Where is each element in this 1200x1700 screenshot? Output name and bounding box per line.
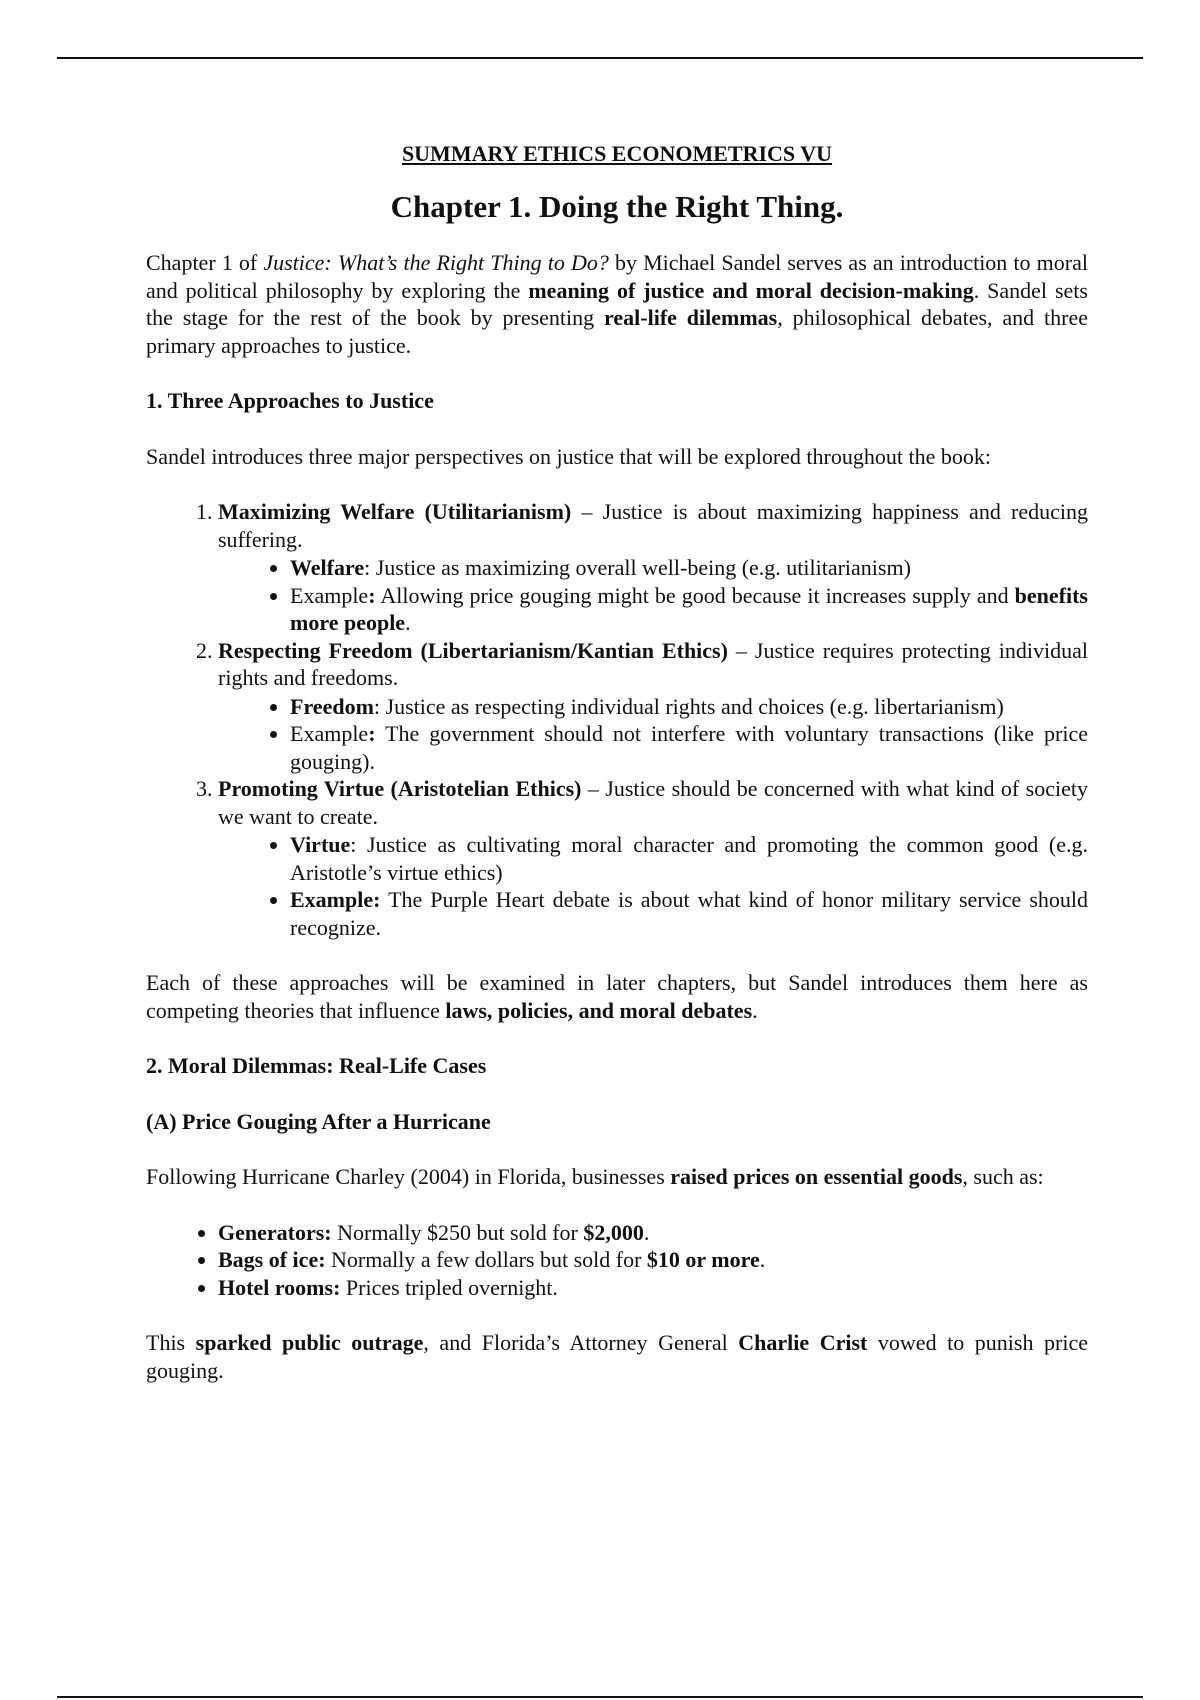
goods-item <box>218 1246 1088 1274</box>
section2-heading: 2. Moral Dilemmas: Real-Life Cases <box>146 1053 487 1078</box>
section1-closing <box>146 969 1088 1024</box>
point-end: . <box>405 610 411 635</box>
approach-name: Promoting Virtue (Aristotelian Ethics) <box>218 776 582 801</box>
goods-item <box>218 1274 1088 1302</box>
approaches-list <box>146 498 1088 941</box>
point-text: : Justice as respecting individual rights and choices (e.g. libertarianism) <box>373 693 1004 719</box>
intro-text: . Sandel sets the stage for the rest of the book by presenting <box>146 277 1088 330</box>
approach-point <box>290 720 1088 775</box>
point-label: Freedom <box>290 693 374 719</box>
goods-list <box>146 1219 1088 1302</box>
lead-text: , such as: <box>962 1164 1044 1189</box>
page-content <box>146 140 1088 1384</box>
goods-price: $2,000 <box>583 1219 644 1245</box>
closing-emphasis: laws, policies, and moral debates <box>445 997 753 1023</box>
approach-desc: – Justice should be concerned with what kind of society we want to create. <box>218 776 1088 829</box>
intro-emphasis: meaning of justice and moral decision-making <box>528 277 974 303</box>
goods-price: $10 or more <box>646 1247 760 1272</box>
goods-end: . <box>643 1219 650 1245</box>
point-text: The government should not interfere with voluntary transactions (like price gouging). <box>290 721 1088 774</box>
point-emphasis: benefits more people <box>290 582 1088 635</box>
approach-item <box>218 775 1088 941</box>
approach-item <box>218 637 1088 776</box>
section2-subheading: (A) Price Gouging After a Hurricane <box>146 1108 491 1134</box>
top-rule <box>57 57 1143 59</box>
point-colon: : <box>368 721 376 746</box>
approach-item <box>218 498 1088 637</box>
point-text: : Justice as maximizing overall well-being (e.g. utilitarianism) <box>364 555 911 580</box>
goods-text: Normally $250 but sold for <box>331 1219 584 1245</box>
section1-heading: 1. Three Approaches to Justice <box>146 388 434 413</box>
approach-desc: – Justice is about maximizing happiness and reducing suffering. <box>218 499 1088 552</box>
approach-name: Respecting Freedom (Libertarianism/Kantian Ethics) <box>218 637 728 663</box>
intro-text: , philosophical debates, and three primary approaches to justice. <box>146 305 1089 358</box>
outrage-emphasis: Charlie Crist <box>738 1330 868 1355</box>
point-label: Welfare <box>290 555 365 580</box>
outrage-text: vowed to punish price gouging. <box>146 1330 1088 1383</box>
approach-points <box>218 831 1088 941</box>
point-text: Allowing price gouging might be good because it increases supply and <box>375 582 1015 608</box>
outrage-paragraph <box>146 1329 1088 1384</box>
approach-point <box>290 554 1088 582</box>
point-colon: : <box>368 582 376 608</box>
approach-name: Maximizing Welfare (Utilitarianism) <box>218 499 572 524</box>
closing-end: . <box>752 997 758 1023</box>
intro-text: by Michael Sandel serves as an introduction to moral and political philosophy by exploring the <box>146 250 1088 303</box>
document-title: SUMMARY ETHICS ECONOMETRICS VU <box>401 141 833 166</box>
intro-emphasis: real-life dilemmas <box>604 305 778 330</box>
approach-point <box>290 693 1088 721</box>
outrage-text: This <box>146 1330 196 1355</box>
section2-lead <box>146 1163 1088 1191</box>
goods-item <box>218 1219 1088 1247</box>
lead-emphasis: raised prices on essential goods <box>670 1164 963 1189</box>
point-label: Example <box>290 721 369 746</box>
closing-text: Each of these approaches will be examined in later chapters, but Sandel introduces them here as competing theories that influence <box>146 970 1088 1023</box>
chapter-title: Chapter 1. Doing the Right Thing. <box>390 189 844 224</box>
point-text: : Justice as cultivating moral character and promoting the common good (e.g. Aristotle’s virtue ethics) <box>290 832 1088 885</box>
intro-text: Chapter 1 of <box>146 250 264 275</box>
approach-point <box>290 886 1088 941</box>
goods-label: Bags of ice: <box>218 1247 326 1272</box>
goods-label: Generators: <box>218 1219 332 1245</box>
point-text: The Purple Heart debate is about what kind of honor military service should recognize. <box>290 887 1088 940</box>
goods-text: Normally a few dollars but sold for <box>325 1247 647 1272</box>
bottom-rule <box>57 1696 1143 1698</box>
section1-lead: Sandel introduces three major perspectives on justice that will be explored throughout the book: <box>146 443 991 469</box>
approach-point <box>290 582 1088 637</box>
outrage-text: , and Florida’s Attorney General <box>423 1330 739 1355</box>
approach-points <box>218 554 1088 637</box>
outrage-emphasis: sparked public outrage <box>195 1330 424 1355</box>
approach-point <box>290 831 1088 886</box>
approach-desc: – Justice requires protecting individual rights and freedoms. <box>218 637 1089 690</box>
approach-points <box>218 693 1088 776</box>
book-title: Justice: What’s the Right Thing to Do? <box>263 250 609 275</box>
point-label: Example <box>290 582 369 608</box>
point-label: Example: <box>290 887 381 912</box>
goods-end: . <box>759 1247 766 1272</box>
point-label: Virtue <box>290 832 351 857</box>
goods-label: Hotel rooms: <box>218 1274 341 1300</box>
intro-paragraph <box>146 249 1088 359</box>
lead-text: Following Hurricane Charley (2004) in Florida, businesses <box>146 1164 671 1189</box>
goods-text: Prices tripled overnight. <box>340 1274 558 1300</box>
